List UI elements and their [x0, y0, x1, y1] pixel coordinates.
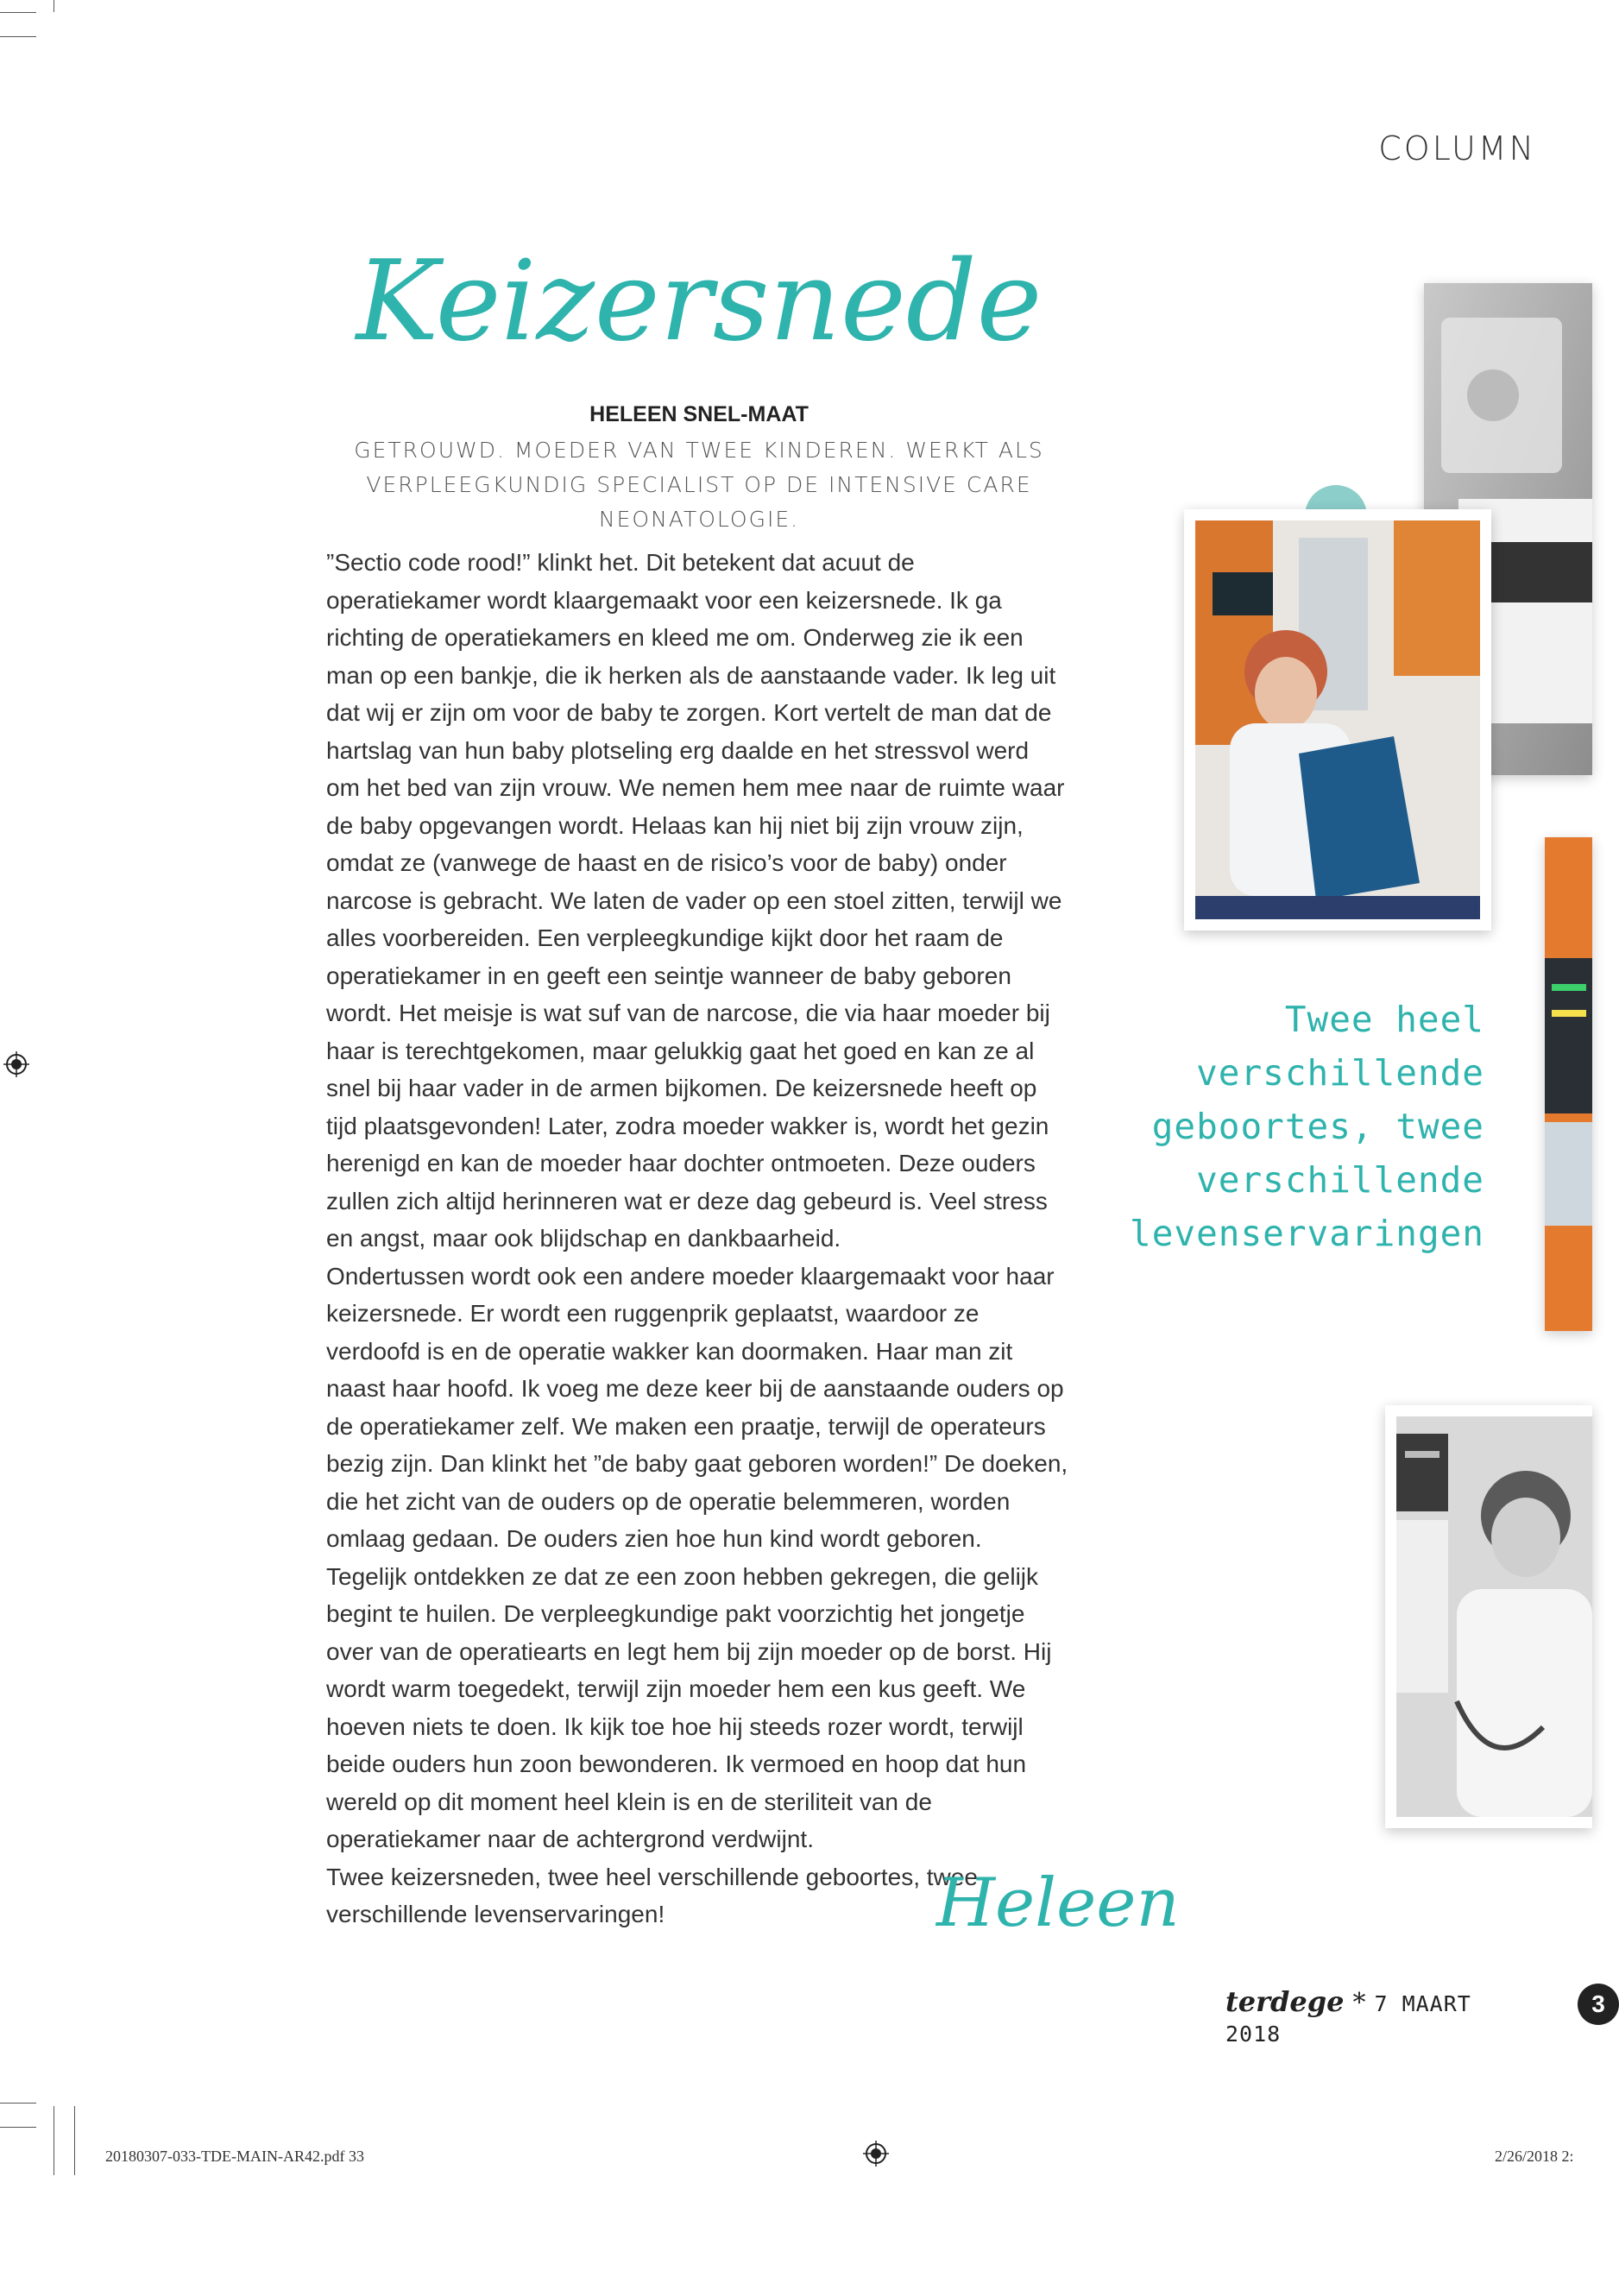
pull-quote-line: Twee heel [1284, 999, 1484, 1040]
nurse-gray-image [1396, 1416, 1592, 1817]
pull-quote-line: geboortes, twee [1151, 1106, 1484, 1147]
print-slug-timestamp: 2/26/2018 2: [1495, 2148, 1574, 2165]
pull-quote-line: verschillende [1196, 1052, 1484, 1094]
pull-quote-line: levenservaringen [1130, 1213, 1484, 1254]
article-body [326, 544, 1068, 1933]
page-number: 3 [1578, 1984, 1619, 2025]
nurse-color-image [1195, 520, 1480, 919]
crop-mark [0, 2127, 36, 2128]
body-paragraph: Ondertussen wordt ook een andere moeder klaargemaakt voor haar keizersnede. Er wordt een ruggenprik geplaatst, waardoor ze verdoofd is en de operatie wakker kan doormaken. Haar man zit naast haar hoofd. Ik voeg me deze keer bij de aanstaande ouders op de operatiekamer zelf. We maken een praatje, terwijl de operateurs bezig zijn. Dan klinkt het ”de baby gaat geboren worden!” De doeken, die het zicht van de ouders op de operatie belemmeren, worden omlaag gedaan. De ouders zien hoe hun kind wordt geboren. Tegelijk ontdekken ze dat ze een zoon hebben gekregen, die gelijk begint te huilen. De verpleegkundige pakt voorzichtig het jongetje over van de operatiearts en legt hem bij zijn moeder op de borst. Hij wordt warm toegedekt, terwijl zijn moeder hem een kus geeft. We hoeven niets te doen. Ik kijk toe hoe hij steeds rozer wordt, terwijl beide ouders hun zoon bewonderen. Ik vermoed en hoop dat hun wereld op dit moment heel klein is en de steriliteit van de operatiekamer naar de achtergrond verdwijnt. [326, 1262, 1068, 1852]
registration-mark-icon [3, 1051, 29, 1077]
photo-nurse-color [1184, 509, 1491, 930]
registration-mark-icon [863, 2141, 889, 2167]
photo-nurse-gray [1385, 1405, 1592, 1828]
pull-quote-line: verschillende [1196, 1159, 1484, 1201]
author-name: HELEEN SNEL-MAAT [589, 402, 809, 426]
pull-quote [1113, 993, 1484, 1260]
author-bio [285, 433, 1113, 537]
print-slug-file: 20180307-033-TDE-MAIN-AR42.pdf 33 [105, 2148, 364, 2165]
section-label: COLUMN [1378, 129, 1536, 167]
photo-monitor [1545, 837, 1592, 1331]
publication-brand: terdege [1225, 1985, 1345, 2018]
crop-mark [74, 2106, 75, 2175]
body-paragraph: ”Sectio code rood!” klinkt het. Dit betekent dat acuut de operatiekamer wordt klaargemaakt voor een keizersnede. Ik ga richting de operatiekamers en kleed me om. Onderweg zie ik een man op een bankje, die ik herken als de aanstaande vader. Ik leg uit dat wij er zijn om voor de baby te zorgen. Kort vertelt de man dat de hartslag van hun baby plotseling erg daalde en het stressvol werd om het bed van zijn vrouw. We nemen hem mee naar de ruimte waar de baby opgevangen wordt. Helaas kan hij niet bij zijn vrouw zijn, omdat ze (vanwege de haast en de risico’s voor de baby) onder narcose is gebracht. We laten de vader op een stoel zitten, terwijl we alles voorbereiden. Een verpleegkundige kijkt door het raam de operatiekamer in en geeft een seintje wanneer de baby geboren wordt. Het meisje is wat suf van de narcose, die via haar moeder bij haar is terechtgekomen, maar gelukkig gaat het goed en kan ze al snel bij haar vader in de armen bijkomen. De keizersnede heeft op tijd plaatsgevonden! Later, zodra moeder wakker is, wordt het gezin herenigd en kan de moeder haar dochter ontmoeten. Deze ouders zullen zich altijd herinneren wat er deze dag gebeurd is. Veel stress en angst, maar ook blijdschap en dankbaarheid. [326, 549, 1065, 1252]
separator-icon: * [1352, 1988, 1366, 2018]
author-bio-line: VERPLEEGKUNDIG SPECIALIST OP DE INTENSIVE CARE NEONATOLOGIE. [366, 472, 1032, 532]
signature: Heleen [936, 1864, 1180, 1942]
article-title: Keizersnede [356, 237, 1043, 366]
monitor-image [1545, 837, 1592, 1331]
crop-mark [0, 36, 36, 37]
author-bio-line: GETROUWD. MOEDER VAN TWEE KINDEREN. WERKT ALS [354, 438, 1044, 463]
publication-date: 7 MAART 2018 [1225, 1991, 1471, 2047]
body-paragraph: Twee keizersneden, twee heel verschillende geboortes, twee verschillende levenservaringen! [326, 1863, 978, 1927]
crop-mark [0, 2103, 36, 2104]
crop-mark [0, 12, 36, 13]
publication-footer [1225, 1985, 1519, 2048]
